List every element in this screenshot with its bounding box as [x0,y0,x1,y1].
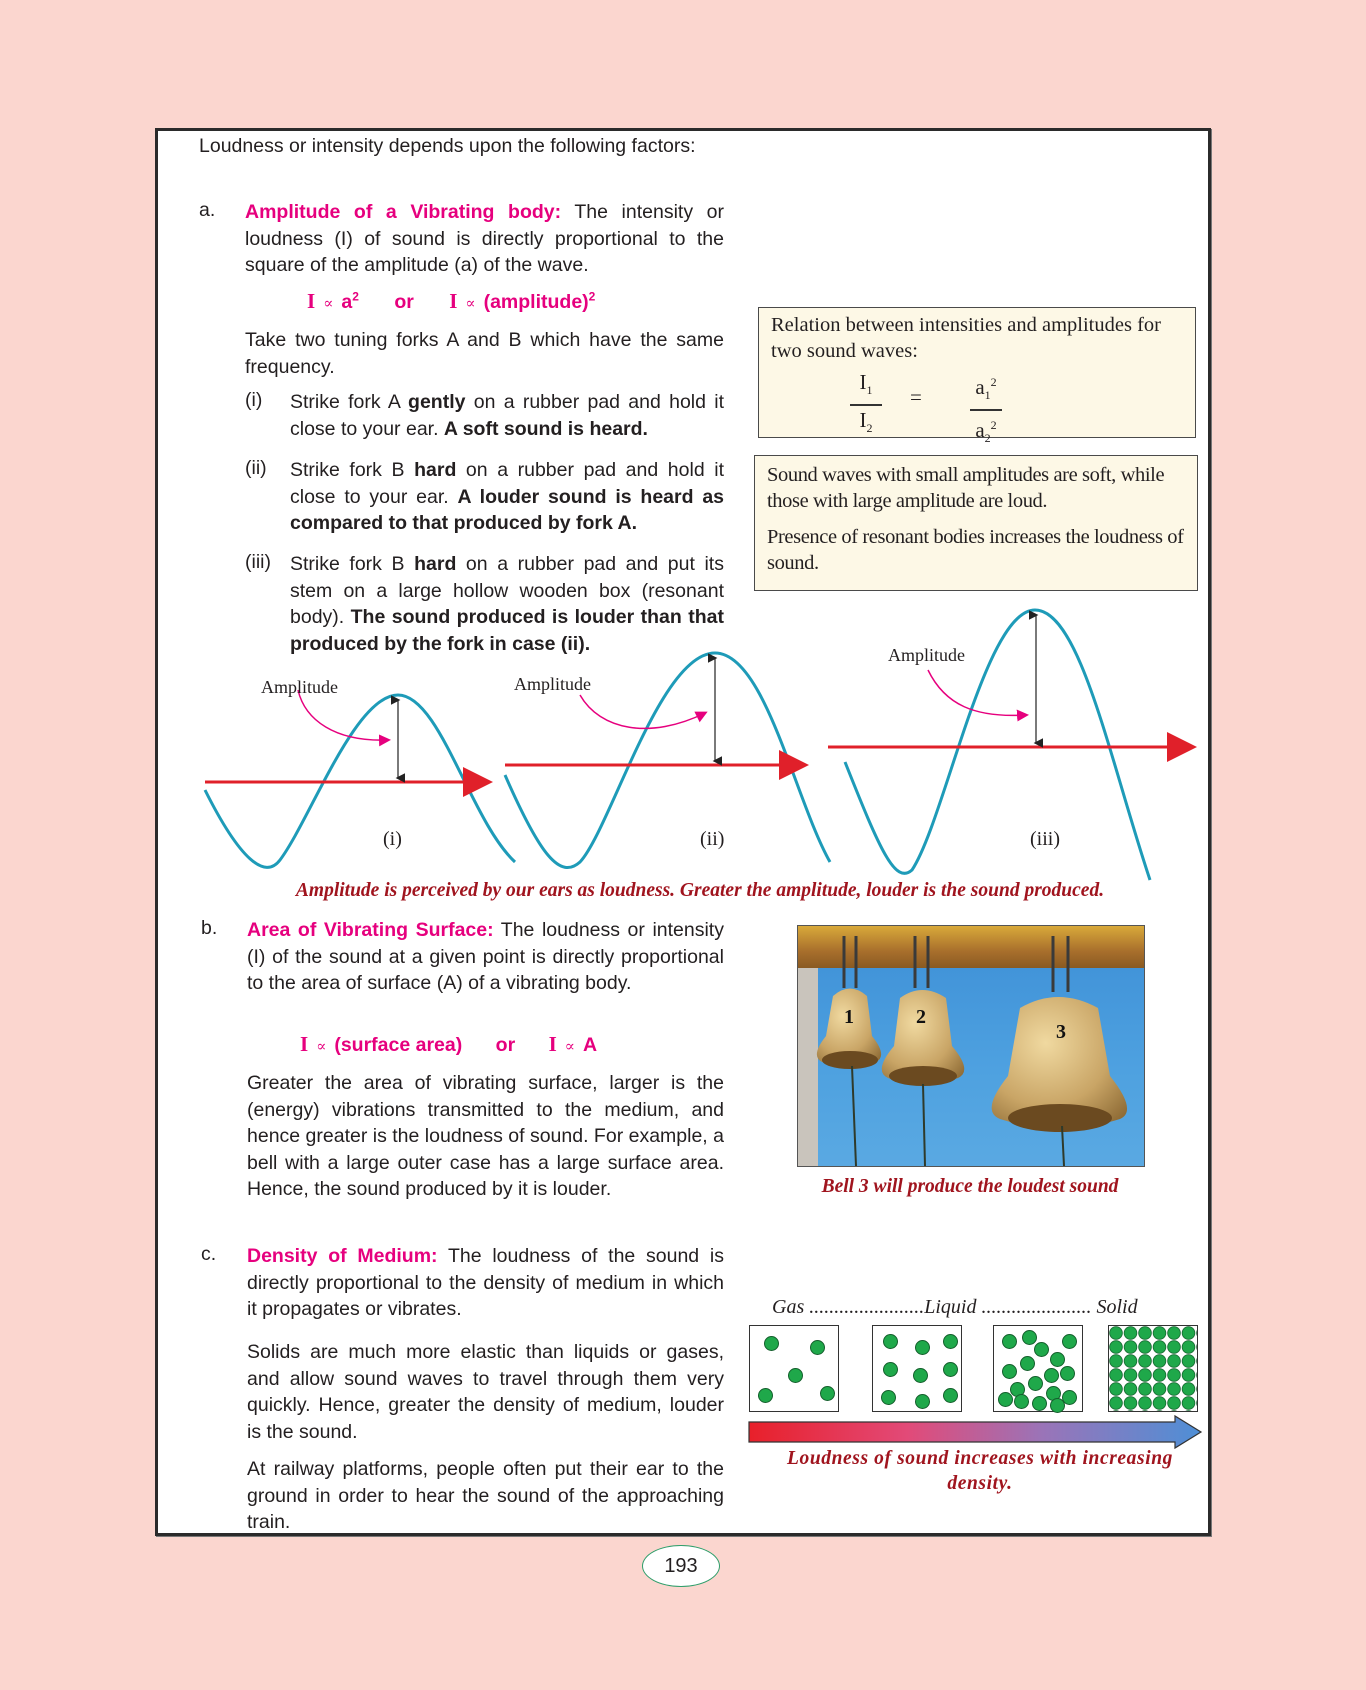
formula-or: or [394,291,414,313]
amplitude-1: a [975,375,985,399]
bell-label-1: 1 [844,1006,854,1028]
particle [1060,1366,1075,1381]
particle [1002,1364,1017,1379]
particle [943,1362,958,1377]
intensity-1: I [859,370,867,394]
particle [943,1388,958,1403]
particle [820,1386,835,1401]
formula-rhs-2: A [582,1034,598,1056]
formula-lhs-2: I [449,289,458,313]
bells-caption: Bell 3 will produce the loudest sound [821,1176,1119,1197]
formula-exponent: 2 [352,289,359,304]
formula-rhs: a [341,291,353,313]
proportional-symbol: ∝ [323,294,334,312]
amplitude-label-3: Amplitude [888,645,965,665]
formula-lhs: I [300,1032,309,1056]
bells-graphic [798,926,1144,1166]
step-result: A soft sound is heard. [443,417,648,440]
section-b-marker: b. [201,917,218,939]
density-box-liquid-low [872,1325,962,1412]
amplitude-2: a [975,417,985,442]
particle [1014,1394,1029,1409]
particle [1028,1376,1043,1391]
proportional-symbol-2: ∝ [465,294,476,312]
step-text: on a rubber pad and hold it close to your ear. [290,459,724,508]
step-text: Strike fork A [290,391,409,413]
note-soft-loud-line-2: Presence of resonant bodies increases the loudness of sound. [767,526,1184,574]
particle [883,1334,898,1349]
particle [913,1368,928,1383]
bells-photo [797,925,1145,1167]
section-c-para-3: At railway platforms, people often put their ear to the ground in order to hear the sound of the approaching train. [247,1458,724,1533]
particle-lattice [1109,1326,1197,1411]
subscript: 1 [984,388,991,403]
subscript: 2 [984,430,991,445]
particle [943,1334,958,1349]
step-result: A louder sound is heard as compared to that produced by fork A. [290,485,725,534]
particle [915,1340,930,1355]
bell-label-2: 2 [916,1006,926,1028]
density-caption: Loudness of sound increases with increasing density. [786,1448,1174,1494]
section-a-marker: a. [199,199,216,221]
step-2-marker: (ii) [245,457,267,479]
section-a-heading: Amplitude of a Vibrating body: [245,201,562,223]
bell-label-3: 3 [1056,1021,1066,1043]
particle [1032,1396,1047,1411]
step-text: on a rubber pad and hold it close to your ear. [290,391,725,440]
loudness-gradient-arrow [745,1414,1205,1450]
particle [810,1340,825,1355]
particle [1002,1334,1017,1349]
section-c-body: The loudness of the sound is directly proportional to the density of medium in which it propagates or vibrates. [247,1245,724,1320]
section-b-explanation: Greater the area of vibrating surface, larger is the (energy) vibrations transmitted to the medium, and hence greater is the loudness of sound. For example, a bell with a large outer case has a large surface area. Hence, the sound produced by it is louder. [247,1072,724,1200]
step-3-marker: (iii) [245,551,271,573]
wave-caption: Amplitude is perceived by our ears as loudness. Greater the amplitude, louder is the sound produced. [295,880,1105,901]
step-text: Strike fork B [290,459,415,481]
page-number: 193 [642,1545,720,1587]
formula-lhs: I [307,289,316,313]
particle [1050,1352,1065,1367]
density-box-solid [1108,1325,1198,1412]
step-emphasis: hard [414,459,457,481]
particle [788,1368,803,1383]
amplitude-label-2: Amplitude [514,674,591,694]
subscript: 1 [866,383,873,398]
density-box-liquid-high [993,1325,1083,1412]
formula-exponent-2: 2 [588,289,596,304]
section-c-text [247,1243,724,1323]
step-result: The sound produced is louder than that produced by the fork in case (ii). [290,606,724,655]
formula-area [300,1032,597,1057]
wave-label-2: (ii) [700,828,725,850]
proportional-symbol-2: ∝ [564,1037,575,1055]
subscript: 2 [866,420,873,435]
wave-diagram-3 [828,610,1191,880]
setup-text: Take two tuning forks A and B which have the same frequency. [245,329,724,378]
superscript: 2 [990,417,997,432]
wave-diagram-1 [205,690,515,867]
equals-sign: = [910,385,922,409]
density-box-gas [749,1325,839,1412]
amplitude-label-1: Amplitude [261,677,338,697]
particle [915,1394,930,1409]
formula-rhs-2: (amplitude) [483,291,589,313]
particle [881,1390,896,1405]
section-b-text [247,917,724,997]
formula-rhs: (surface area) [334,1034,463,1056]
section-a-body: The intensity or loudness (I) of sound is directly proportional to the square of the amplitude (a) of the wave. [245,201,724,276]
density-scale-label: Gas .......................Liquid ...................... Solid [772,1296,1138,1318]
step-text: on a rubber pad and put its stem on a large hollow wooden box (resonant body). [290,553,724,628]
wave-label-1: (i) [383,828,402,850]
particle [1020,1356,1035,1371]
section-c-marker: c. [201,1243,217,1265]
step-emphasis: hard [414,553,457,575]
particle [758,1388,773,1403]
proportional-symbol: ∝ [316,1037,327,1055]
particle [1022,1330,1037,1345]
section-c-para-2: Solids are much more elastic than liquids or gases, and allow sound waves to travel through them very quickly. Hence, greater the density of medium, louder is the sound. [247,1341,724,1443]
formula-lhs-2: I [548,1032,557,1056]
section-b-body: The loudness or intensity (I) of the sound at a given point is directly proportional to the area of surface (A) of a vibrating body. [247,919,724,994]
particle [1044,1368,1059,1383]
superscript: 2 [990,375,997,389]
step-emphasis: gently [408,391,466,413]
note-relation-text: Relation between intensities and amplitudes for two sound waves: [771,314,1161,362]
note-soft-loud-line-1: Sound waves with small amplitudes are soft, while those with large amplitude are loud. [767,464,1165,512]
step-1-marker: (i) [245,389,263,411]
step-text: Strike fork B [290,553,415,575]
intensity-2: I [859,407,867,432]
section-c-heading: Density of Medium: [247,1245,438,1267]
formula-or: or [495,1034,516,1056]
particle [1062,1390,1077,1405]
intro-text: Loudness or intensity depends upon the following factors: [199,135,696,157]
particle [883,1362,898,1377]
particle [764,1336,779,1351]
section-b-heading: Area of Vibrating Surface: [247,919,494,941]
particle [1062,1334,1077,1349]
particle [998,1392,1013,1407]
particle [1034,1342,1049,1357]
wave-label-3: (iii) [1030,828,1060,850]
